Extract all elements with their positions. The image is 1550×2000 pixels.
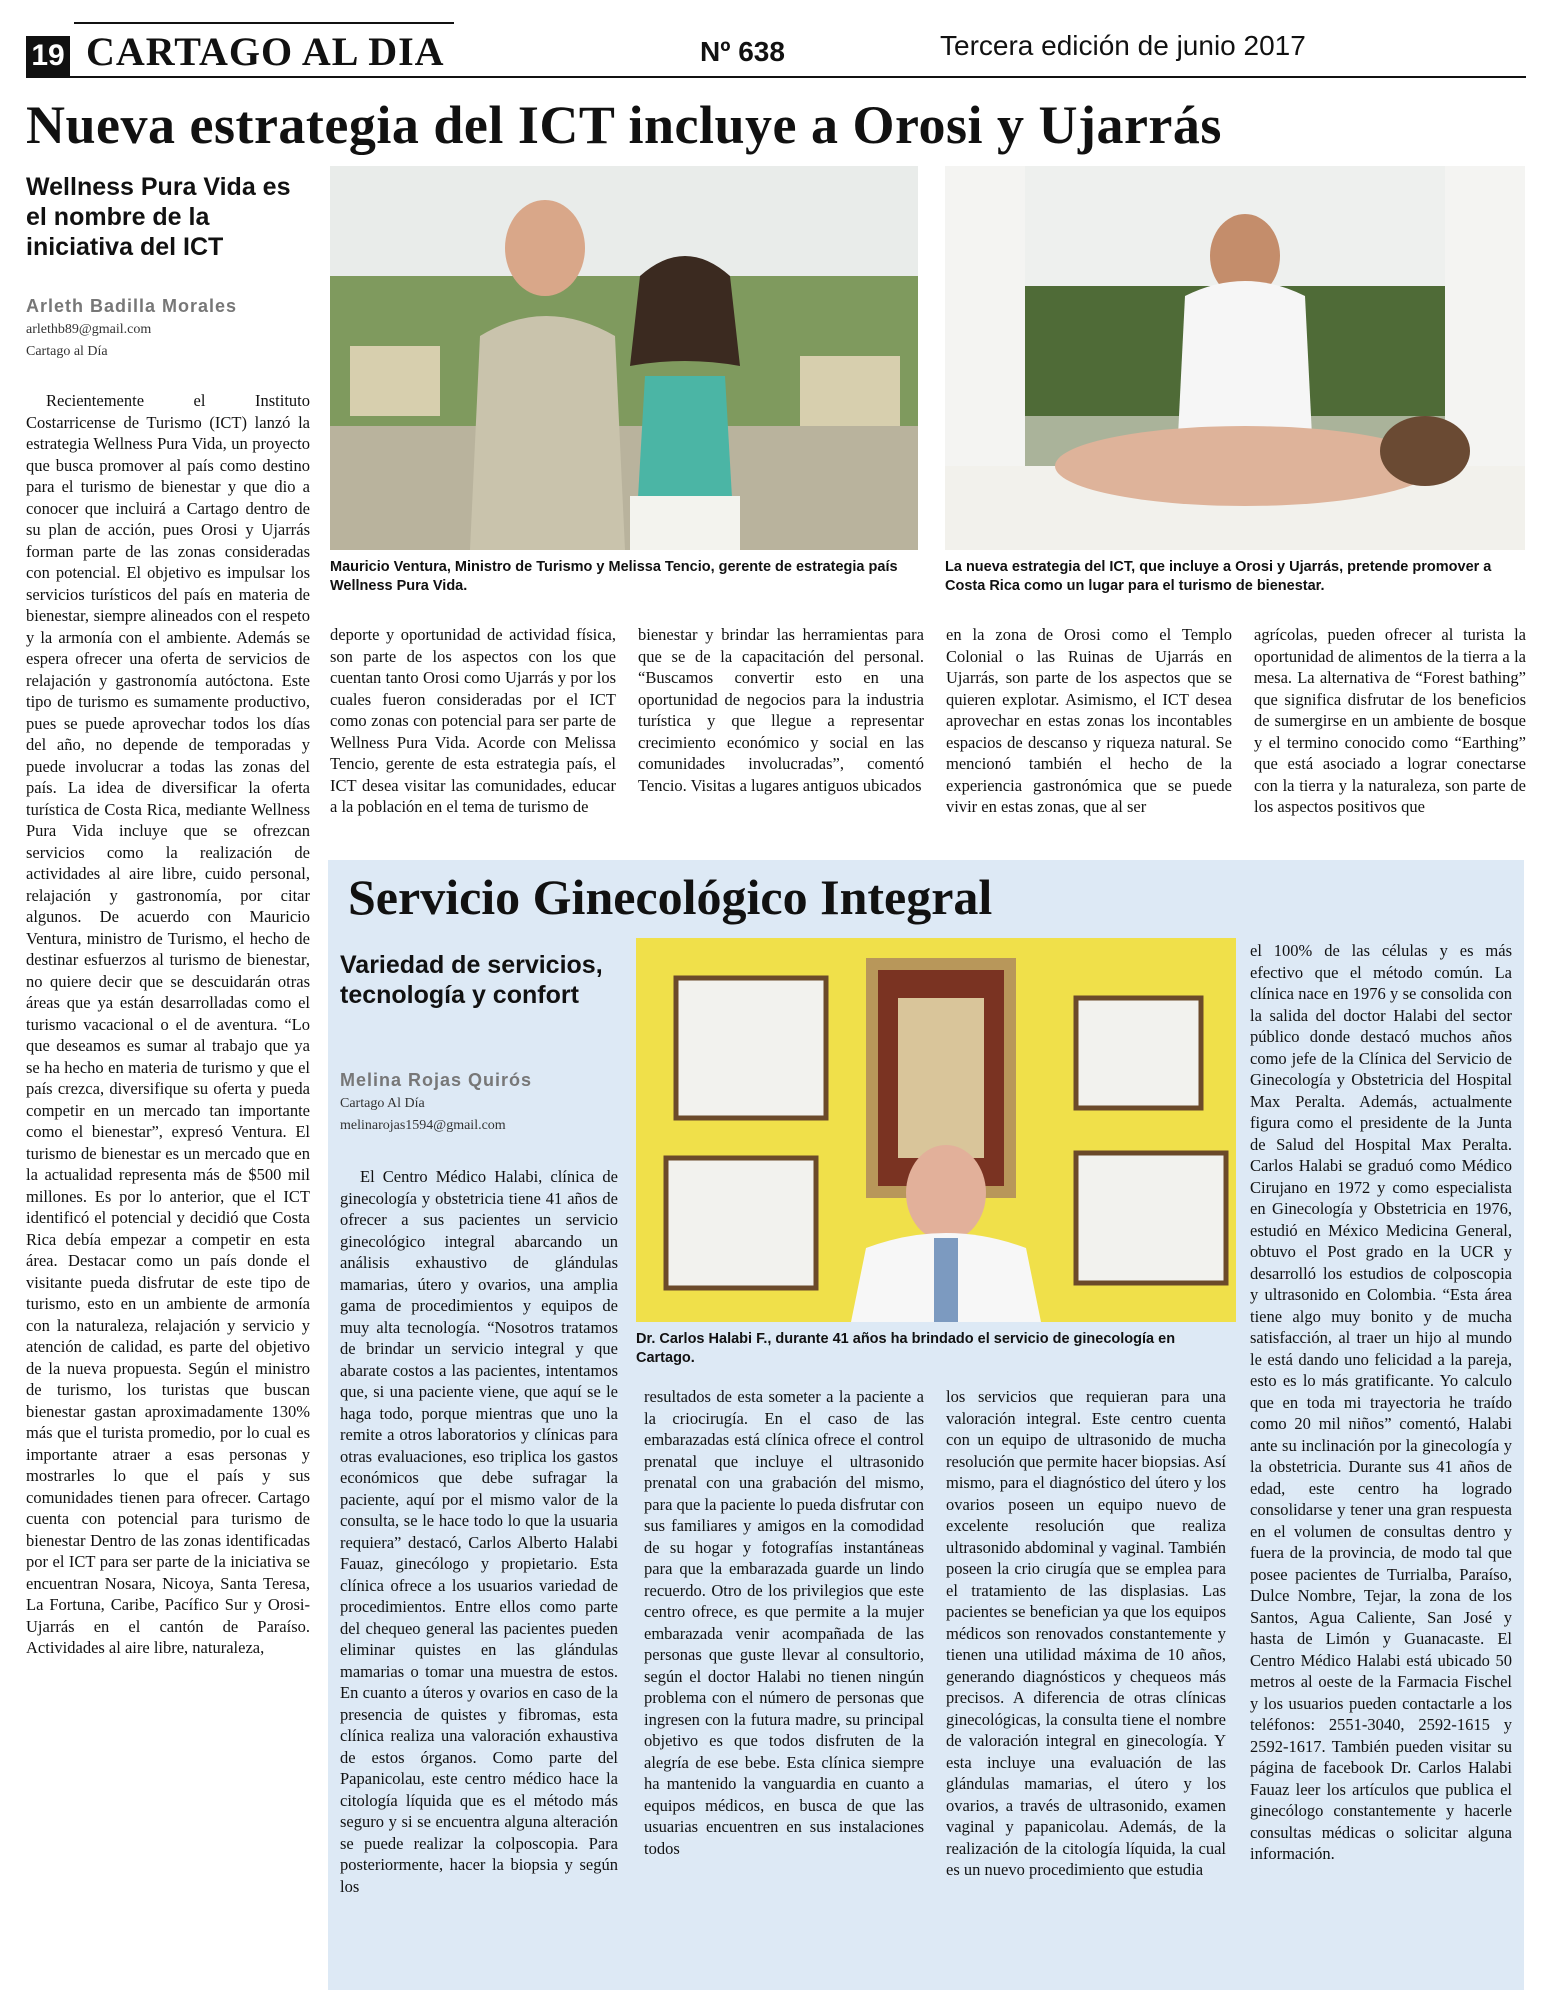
article2-column-2: resultados de esta someter a la paciente a la criocirugía. En el caso de las embarazadas está clínica ofrece el control prenatal que incluye el ultrasonido prenatal con una grabación del mismo, para que la paciente lo pueda disfrutar con sus familiares y amigos en la comodidad de su hogar y fotografías instantáneas para que la embarazada guarde un lindo recuerdo. Otro de los privilegios que este centro ofrece, es que permite a la mujer embarazada venir acompañada de las personas que guste llevar al consultorio, según el doctor Halabi no tienen ningún problema con el número de personas que ingresen con la futura madre, su principal objetivo es que todos disfruten de la alegría de ese bebe. Esta clínica siempre ha mantenido la vanguardia en cuanto a equipos médicos, en busca de que las usuarias encuentren en sus instalaciones todos [644,1387,924,1858]
article2-column-3: los servicios que requieran para una valoración integral. Este centro cuenta con un equipo de ultrasonido de mucha resolución que permite hacer biopsias. Así mismo, para el diagnóstico del útero y los ovarios poseen un equipo nuevo de excelente resolución que realiza ultrasonido abdominal y vaginal. También poseen la crio cirugía que se emplea para el tratamiento de las displasias. Las pacientes se benefician ya que los equipos médicos son renovados constantemente y tienen una utilidad máxima de 10 años, generando diagnósticos y chequeos más precisos. A diferencia de otras clínicas ginecológicas, la consulta tiene el nombre de valoración integral en ginecología. Y esta incluye una evaluación de las glándulas mamarias, el útero y los ovarios, a través de ultrasonido, examen vaginal y papanicolau. Además, de la realización de la citología líquida, la cual es un nuevo procedimiento que estudia [946,1387,1226,1879]
article1-column-3: bienestar y brindar las herramientas para que se de la capacitación del personal. “Buscamos convertir esto en una oportunidad de negocios para la industria turística y que llegue a representar crecimiento económico y social en las comunidades involucradas”, comentó Tencio. Visitas a lugares antiguos ubicados [638,625,924,795]
article1-outlet: Cartago al Día [26,344,108,359]
article1-headline: Nueva estrategia del ICT incluye a Orosi y Ujarrás [26,95,1222,155]
article2-column-1: El Centro Médico Halabi, clínica de ginecología y obstetricia tiene 41 años de ofrecer a sus pacientes un servicio ginecológico integral abarcando un análisis exhaustivo de glándulas mamarias, útero y ovarios, una amplia gama de procedimientos y equipos de muy alta tecnología. “Nosotros tratamos de brindar un servicio integral y que abarate costos a las pacientes, intentamos que, si una paciente viene, que aquí se le haga todo, porque mientras que uno la remite a otros laboratorios y clínicas para otras evaluaciones, eso triplica los gastos económicos que debe sufragar la paciente, aquí por el mismo valor de la consulta, se le hace todo lo que la usuaria requiera” destacó, Carlos Alberto Halabi Fauaz, ginecólogo y propietario. Esta clínica ofrece a los usuarios variedad de procedimientos. Entre ellos como parte del chequeo general las pacientes pueden eliminar quistes en las glándulas mamarias o tomar una muestra de estos. En cuanto a úteros y ovarios en caso de la presencia de quistes y fibromas, esta clínica realiza una valoración exhaustiva de estos órganos. Como parte del Papanicolau, este centro médico hace la citología líquida que es el método más seguro y si se encuentra alguna alteración se puede realizar la colposcopia. Para posteriormente, hacer la biopsia y según los [340,1167,618,1896]
photo-caption-doctor: Dr. Carlos Halabi F., durante 41 años ha brindado el servicio de ginecología en Cartago. [636,1331,1176,1366]
article1-subhead: Wellness Pura Vida es el nombre de la iniciativa del ICT [26,173,291,261]
photo-doctor-halabi [636,938,1236,1322]
photo-caption-left: Mauricio Ventura, Ministro de Turismo y Melissa Tencio, gerente de estrategia país Wellness Pura Vida. [330,559,898,594]
header-rule [26,76,1526,78]
issue-number: Nº 638 [700,36,785,67]
article1-email: arlethb89@gmail.com [26,322,152,337]
masthead-logo: CARTAGO AL DIA [86,29,445,74]
article1-column-1: Recientemente el Instituto Costarricense de Turismo (ICT) lanzó la estrategia Wellness Pura Vida, un proyecto que busca promover al país como destino para el turismo de bienestar y que dio a conocer que incluirá a Cartago dentro de su plan de acción, pues Orosi y Ujarrás forman parte de las zonas consideradas con potencial. El objetivo es impulsar los servicios turísticos del país en materia de bienestar, siempre alineados con el respeto y la armonía con el ambiente. Además se espera ofrecer una oferta de servicios de relajación y gastronomía autóctona. Este tipo de turismo es sumamente productivo, pues se puede aprovechar todos los días del año, no depende de temporadas y puede involucrar a todas las zonas del país. La idea de diversificar la oferta turística de Costa Rica, mediante Wellness Pura Vida incluye que se ofrezcan servicios como la realización de actividades al aire libre, cuido personal, relajación y gastronomía, por citar algunos. De acuerdo con Mauricio Ventura, ministro de Turismo, el hecho de destinar esfuerzos al turismo de bienestar, no quiere decir que se descuidarán otras áreas que ya están desarrolladas como el turismo vacacional o el de aventura. “Lo que deseamos es sumar al trabajo que ya se ha hecho en materia de turismo y que el país crezca, diversifique su oferta y pueda competir en un mercado tan importante como el bienestar”, expresó Ventura. El turismo de bienestar es un mercado que en la actualidad representa más de $500 mil millones. Es por lo anterior, que el ICT identificó el potencial y decidió que Costa Rica debía empezar a competir en esta área. Destacar como un país donde el visitante pueda disfrutar de este tipo de turismo, esto en un ambiente de armonía con la naturaleza, relajación y servicio y atención de calidad, es parte del objetivo de la nueva propuesta. Según el ministro de turismo, los turistas que buscan bienestar gastan aproximadamente 130% más que el turista promedio, por lo cual es importante atraer a esas personas y mostrarles lo que el país y sus comunidades tienen para ofrecer. Cartago cuenta con potencial para turismo de bienestar Dentro de las zonas identificadas por el ICT para ser parte de la iniciativa se encuentran Nosara, Nicoya, Santa Teresa, La Fortuna, Caribe, Pacífico Sur y Orosi-Ujarrás en el cantón de Paraíso. Actividades al aire libre, naturaleza, [26,391,310,1657]
photo-minister-and-manager [330,166,918,550]
article2-outlet: Cartago Al Día [340,1096,425,1111]
article1-column-4: en la zona de Orosi como el Templo Colonial o las Ruinas de Ujarrás en Ujarrás, son parte de los aspectos que se quieren explotar. Asimismo, el ICT desea aprovechar en estas zonas los incontables espacios de descanso y riqueza natural. Se mencionó también el hecho de la experiencia gastronómica que se puede vivir en estas zonas, que al ser [946,625,1232,816]
photo-caption-right: La nueva estrategia del ICT, que incluye a Orosi y Ujarrás, pretende promover a Costa Rica como un lugar para el turismo de bienestar. [945,559,1492,594]
article2-subhead: Variedad de servicios, tecnología y confort [340,951,603,1009]
article2-column-4: el 100% de las células y es más efectivo que el método común. La clínica nace en 1976 y se consolida con la salida del doctor Halabi del sector público donde destacó muchos años como jefe de la Clínica del Servicio de Ginecología y Obstetricia del Hospital Max Peralta. Además, actualmente figura como el presidente de la Junta de Salud del Hospital Max Peralta. Carlos Halabi se graduó como Médico Cirujano en 1972 y como especialista en Ginecología y Obstetricia en 1976, estudió en México Medicina General, obtuvo el Post grado en la UCR y desarrolló los estudios de colposcopia y ultrasonido en Colombia. “Esta área tiene algo muy bonito y de mucha satisfacción, al traer un hijo al mundo le está dando uno felicidad a la pareja, esto es lo más gratificante. Yo calculo que en toda mi trayectoria he traído como 20 mil niños” comentó, Halabi ante su inclinación por la ginecología y la obstetricia. Durante sus 41 años de edad, este centro ha logrado consolidarse y tener una gran respuesta en el volumen de consultas dentro y fuera de la provincia, de modo tal que posee pacientes de Turrialba, Paraíso, Dulce Nombre, Tejar, la zona de los Santos, Agua Caliente, San José y hasta de Limón y Guanacaste. El Centro Médico Halabi está ubicado 50 metros al oeste de la Farmacia Fischel y los usuarios pueden contactarle a los teléfonos: 2551-3040, 2592-1615 y 2592-1617. También pueden visitar su página de facebook Dr. Carlos Halabi Fauaz leer los artículos que publica el ginecólogo constantemente y hacerle consultas médicas o solicitar alguna información. [1250,941,1512,1863]
page-number: 19 [26,36,70,76]
article2-author: Melina Rojas Quirós [340,1070,533,1090]
masthead-top-rule [74,22,454,24]
article2-headline: Servicio Ginecológico Integral [348,869,993,925]
edition-date: Tercera edición de junio 2017 [940,30,1306,61]
article1-column-5: agrícolas, pueden ofrecer al turista la oportunidad de alimentos de la tierra a la mesa. La alternativa de “Forest bathing” que significa disfrutar de los beneficios de sumergirse en un ambiente de bosque y el termino conocido como “Earthing” que está asociado a lograr conectarse con la tierra y la naturaleza, son parte de los aspectos positivos que [1254,625,1526,816]
article1-author: Arleth Badilla Morales [26,296,238,316]
article1-column-2: deporte y oportunidad de actividad física, son parte de los aspectos con los que cuentan tanto Orosi como Ujarrás y por los cuales fueron consideradas por el ICT como zonas con potencial para ser parte de Wellness Pura Vida. Acorde con Melissa Tencio, gerente de esta estrategia país, el ICT desea visitar las comunidades, educar a la población en el tema de turismo de [330,625,616,816]
article2-email: melinarojas1594@gmail.com [340,1118,506,1133]
photo-spa-massage [945,166,1525,550]
